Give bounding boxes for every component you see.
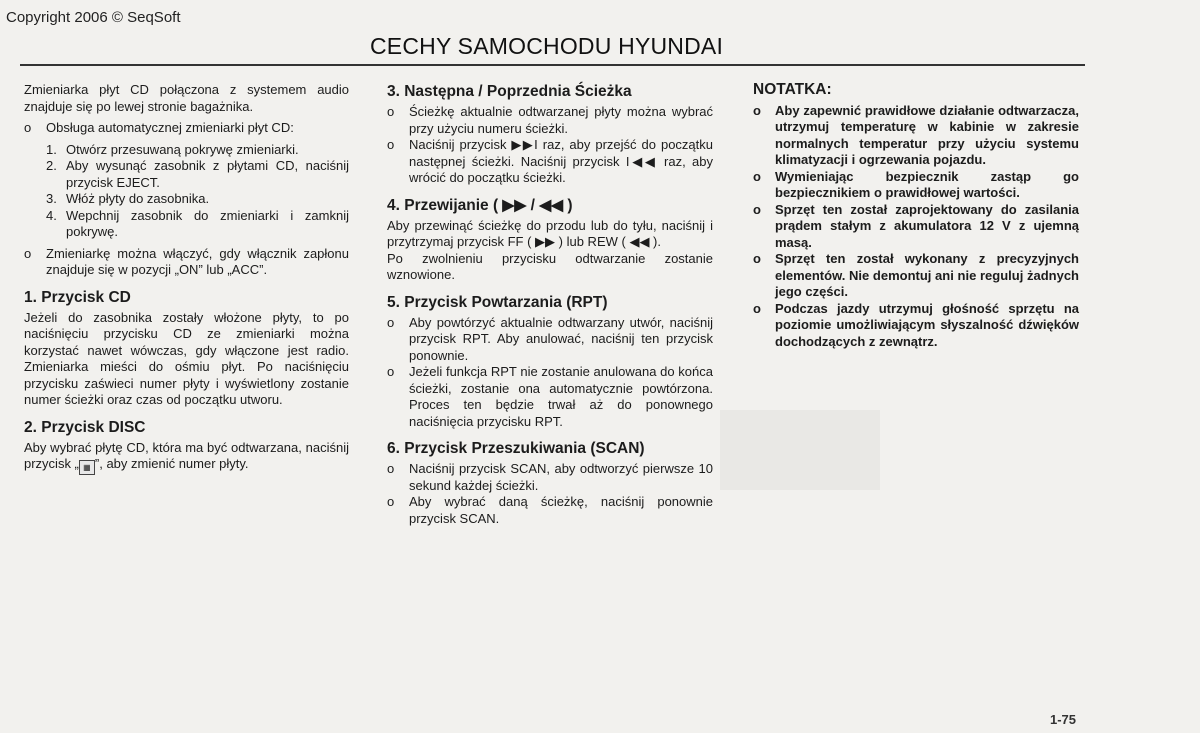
bullet-item [24, 246, 349, 279]
note-item [753, 251, 1079, 301]
numbered-step [24, 208, 349, 241]
bullet-marker: o [24, 245, 32, 261]
step-number: 4. [46, 207, 57, 223]
bullet-text: Naciśnij przycisk ▶▶I raz, aby przejść do początku następnej ścieżki. Naciśnij przycisk I◀◀ raz, aby wrócić do początku ścieżki. [409, 137, 713, 185]
copyright-notice: Copyright 2006 © SeqSoft [6, 9, 181, 26]
step-number: 1. [46, 141, 57, 157]
bullet-marker: o [387, 364, 395, 379]
bullet-text: Aby powtórzyć aktualnie odtwarzany utwór, naciśnij przycisk RPT. Aby anulować, naciśnij ten przycisk ponownie. [409, 314, 713, 363]
section-paragraph-cd: Jeżeli do zasobnika zostały włożone płyty, to po naciśnięciu przycisku CD ze zmieniarki można korzystać nawet wówczas, gdy włączone jest radio. Zmieniarka mieści do ośmiu płyt. Po naciśnięciu przycisku zaświeci numer płyty i wyświetlony zostanie numer ścieżki oraz czas od początku utworu. [24, 309, 349, 407]
bullet-item [387, 461, 713, 494]
step-text: Wepchnij zasobnik do zmieniarki i zamknij pokrywę. [66, 207, 349, 239]
bullet-item [387, 494, 713, 527]
disc-button-icon: ▦ [79, 460, 95, 475]
section-paragraph-disc [24, 440, 349, 476]
bullet-marker: o [387, 104, 395, 119]
bullet-item [387, 104, 713, 137]
section-heading-rewind: 4. Przewijanie ( ▶▶ / ◀◀ ) [387, 196, 573, 214]
step-number: 3. [46, 191, 57, 206]
bullet-item [24, 120, 349, 137]
bullet-text: Ścieżkę aktualnie odtwarzanej płyty można wybrać przy użyciu numeru ścieżki. [409, 104, 713, 136]
page-title: CECHY SAMOCHODU HYUNDAI [370, 33, 724, 59]
bleed-through-shadow [720, 410, 880, 490]
bullet-marker: o [753, 300, 761, 316]
section-heading-cd: 1. Przycisk CD [24, 288, 131, 306]
bullet-marker: o [387, 137, 395, 152]
bullet-marker: o [753, 251, 761, 266]
bullet-marker: o [387, 494, 395, 509]
note-text: Sprzęt ten został wykonany z precyzyjnych elementów. Nie demontuj ani nie reguluj żadnych jego części. [775, 251, 1079, 299]
bullet-marker: o [753, 102, 761, 118]
bullet-marker: o [753, 201, 761, 217]
bullet-text: Obsługa automatycznej zmieniarki płyt CD: [46, 120, 294, 135]
numbered-step [24, 142, 349, 159]
step-number: 2. [46, 158, 57, 173]
note-text: Aby zapewnić prawidłowe działanie odtwarzacza, utrzymuj temperaturę w kabinie w zakresie normalnych temperatur przy użyciu systemu klimatyzacji i ogrzewania pojazdu. [775, 102, 1079, 167]
numbered-step [24, 158, 349, 191]
bullet-item [387, 137, 713, 187]
section-heading-track: 3. Następna / Poprzednia Ścieżka [387, 83, 632, 100]
note-item [753, 169, 1079, 202]
note-item [753, 202, 1079, 252]
step-text: Aby wysunąć zasobnik z płytami CD, naciśnij przycisk EJECT. [66, 158, 349, 190]
page-number: 1-75 [1050, 712, 1077, 727]
step-text: Otwórz przesuwaną pokrywę zmieniarki. [66, 141, 299, 157]
note-text: Sprzęt ten został zaprojektowany do zasilania prądem stałym z akumulatora 12 V z ujemną masą. [775, 201, 1079, 250]
bullet-item [387, 364, 713, 430]
bullet-item [387, 315, 713, 365]
bullet-marker: o [387, 314, 395, 330]
bullet-text: Jeżeli funkcja RPT nie zostanie anulowana do końca ścieżki, zostanie ona automatycznie powtórzona. Proces ten będzie trwał aż do ponownego naciśnięcia przycisku RPT. [409, 364, 713, 429]
bullet-marker: o [387, 461, 395, 476]
bullet-text: Zmieniarkę można włączyć, gdy włącznik zapłonu znajduje się w pozycji „ON” lub „ACC”. [46, 245, 349, 277]
numbered-step [24, 191, 349, 208]
rewind-paragraph-2: Po zwolnieniu przycisku odtwarzanie zostanie wznowione. [387, 250, 713, 282]
bullet-marker: o [753, 168, 761, 184]
note-text: Wymieniając bezpiecznik zastąp go bezpiecznikiem o prawidłowej wartości. [775, 168, 1079, 200]
column-middle [387, 82, 713, 527]
section-heading-repeat: 5. Przycisk Powtarzania (RPT) [387, 293, 608, 311]
disc-text-start: Aby wybrać płytę CD, która ma być odtwarzana, naciśnij przycisk „ [24, 439, 349, 471]
bullet-text: Naciśnij przycisk SCAN, aby odtworzyć pierwsze 10 sekund każdej ścieżki. [409, 461, 713, 493]
bullet-text: Aby wybrać daną ścieżkę, naciśnij ponownie przycisk SCAN. [409, 494, 713, 526]
rewind-paragraph: Aby przewinąć ścieżkę do przodu lub do tyłu, naciśnij i przytrzymaj przycisk FF ( ▶▶ ) lub REW ( ◀◀ ). [387, 217, 713, 249]
bullet-marker: o [24, 120, 32, 135]
column-left [24, 82, 349, 475]
section-heading-scan: 6. Przycisk Przeszukiwania (SCAN) [387, 440, 645, 457]
note-text: Podczas jazdy utrzymuj głośność sprzętu na poziomie umożliwiającym słyszalność dźwięków dochodzących z zewnątrz. [775, 300, 1079, 349]
column-right-note [753, 82, 1079, 350]
intro-paragraph: Zmieniarka płyt CD połączona z systemem audio znajduje się po lewej stronie bagażnika. [24, 82, 349, 114]
note-title: NOTATKA: [753, 81, 832, 98]
section-heading-disc: 2. Przycisk DISC [24, 418, 146, 436]
note-item [753, 301, 1079, 351]
title-rule [20, 64, 1085, 66]
step-text: Włóż płyty do zasobnika. [66, 191, 210, 206]
disc-text-end: ”, aby zmienić numer płyty. [94, 456, 249, 471]
note-item [753, 103, 1079, 169]
